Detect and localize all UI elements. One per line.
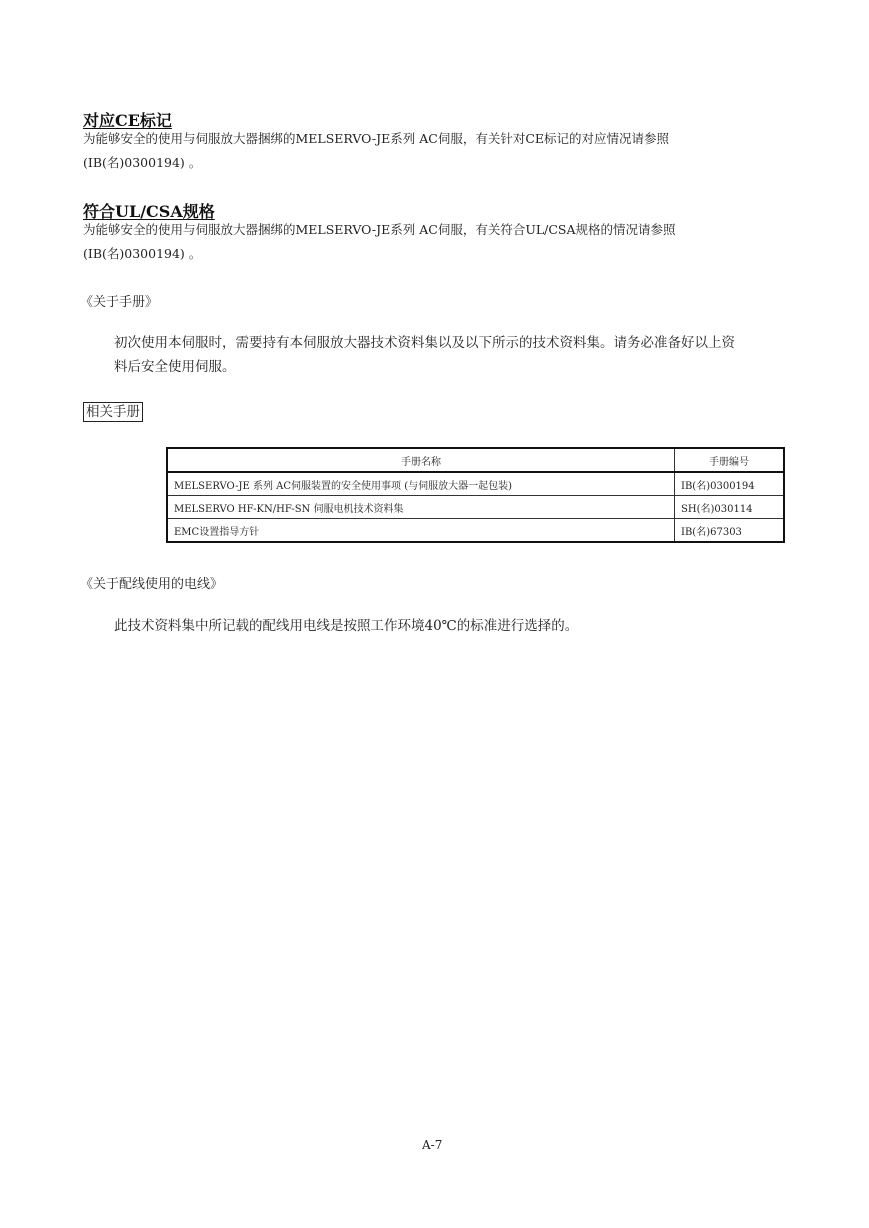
manual-name-cell: MELSERVO HF-KN/HF-SN 伺服电机技术资料集 [167,496,675,519]
wire-section-label: 《关于配线使用的电线》 [80,577,224,592]
header-manual-name: 手册名称 [167,448,675,472]
table-row [167,472,784,496]
manual-number-cell: SH(名)030114 [675,496,785,519]
ul-csa-text-line1: 为能够安全的使用与伺服放大器捆绑的MELSERVO-JE系列 AC伺服，有关符合UL/CSA规格的情况请参照 [83,222,676,237]
manual-name-cell: MELSERVO-JE 系列 AC伺服装置的安全使用事项 (与伺服放大器一起包装) [167,472,675,496]
table-header-row [167,448,784,472]
ul-csa-heading: 符合UL/CSA规格 [83,202,215,221]
manual-number-cell: IB(名)67303 [675,519,785,543]
about-manual-label: 《关于手册》 [80,295,159,310]
related-manuals-table [166,447,785,543]
page-number: A-7 [422,1138,443,1152]
manual-name-cell: EMC设置指导方针 [167,519,675,543]
about-manual-para-line1: 初次使用本伺服时，需要持有本伺服放大器技术资料集以及以下所示的技术资料集。请务必准备好以上资 [114,335,735,351]
header-manual-number: 手册编号 [675,448,785,472]
related-manuals-label: 相关手册 [83,402,143,422]
table-row [167,519,784,543]
table-row [167,496,784,519]
wire-section-para: 此技术资料集中所记载的配线用电线是按照工作环境40℃的标准进行选择的。 [114,618,579,634]
ul-csa-text-line2: (IB(名)0300194) 。 [83,246,202,261]
ce-heading: 对应CE标记 [83,111,172,130]
ce-text-line1: 为能够安全的使用与伺服放大器捆绑的MELSERVO-JE系列 AC伺服，有关针对CE标记的对应情况请参照 [83,131,670,146]
ce-text-line2: (IB(名)0300194) 。 [83,155,202,170]
manual-number-cell: IB(名)0300194 [675,472,785,496]
about-manual-para-line2: 料后安全使用伺服。 [114,359,236,375]
